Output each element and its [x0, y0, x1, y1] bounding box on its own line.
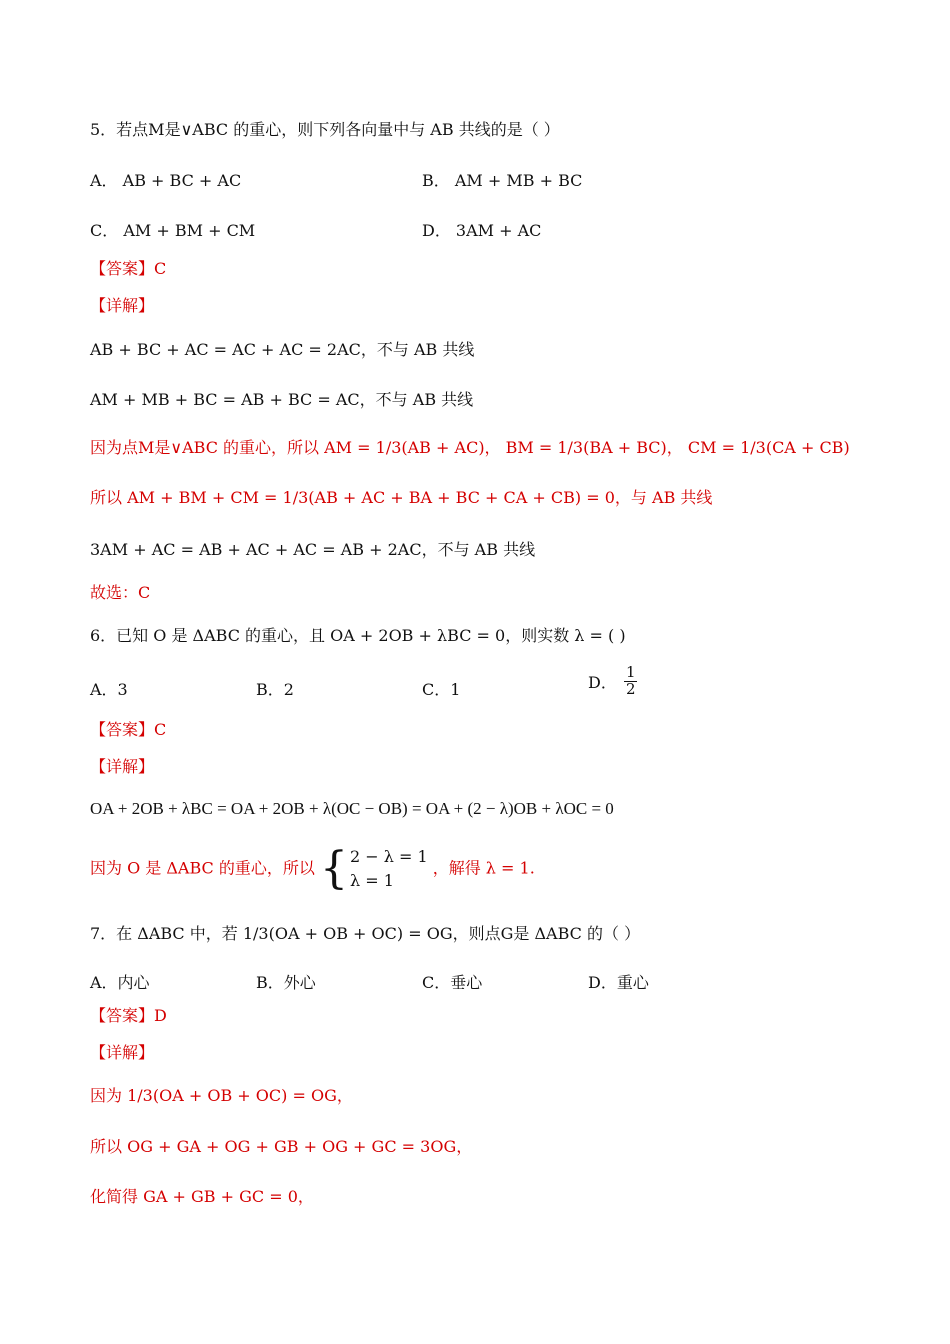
q6-option-b: B．2 — [256, 680, 294, 699]
q6-option-d-label: D． — [588, 672, 617, 692]
left-brace-icon: { — [319, 843, 348, 894]
q5-step-1: AB + BC + AC = AC + AC = 2AC，不与 AB 共线 — [90, 340, 475, 359]
q7-option-c: C．垂心 — [422, 973, 483, 992]
q5-step-2: AM + MB + BC = AB + BC = AC，不与 AB 共线 — [90, 390, 474, 409]
q5-step-3: 因为点M是∨ABC 的重心，所以 AM = 1/3(AB + AC)， BM = 1/3(BA + BC)， CM = 1/3(CA + CB) — [90, 438, 850, 457]
q5-option-b: B． AM + MB + BC — [422, 171, 583, 190]
q7-stem: 7．在 ΔABC 中，若 1/3(OA + OB + OC) = OG，则点G是 ΔABC 的（ ） — [90, 924, 641, 943]
q6-answer: 【答案】C — [90, 720, 167, 739]
q5-detail-label: 【详解】 — [90, 296, 155, 315]
q6-step-2 — [90, 845, 910, 893]
fraction-denominator: 2 — [625, 679, 636, 698]
q6-option-a: A．3 — [90, 680, 128, 699]
q7-answer: 【答案】D — [90, 1006, 167, 1025]
fraction-numerator: 1 — [625, 663, 636, 681]
system-line-1: 2 − λ = 1 — [349, 847, 428, 866]
q6-option-c: C．1 — [422, 680, 461, 699]
q7-step-3: 化简得 GA + GB + GC = 0， — [90, 1187, 314, 1206]
q5-step-5: 3AM + AC = AB + AC + AC = AB + 2AC，不与 AB 共线 — [90, 540, 536, 559]
system-line-2: λ = 1 — [349, 871, 394, 890]
q5-stem: 5．若点M是∨ABC 的重心，则下列各向量中与 AB 共线的是（ ） — [90, 120, 560, 139]
equation-system — [320, 845, 428, 893]
q7-option-b: B．外心 — [256, 973, 316, 992]
q7-option-d: D．重心 — [588, 973, 649, 992]
q7-step-1: 因为 1/3(OA + OB + OC) = OG， — [90, 1086, 353, 1105]
q5-option-c: C． AM + BM + CM — [90, 221, 256, 240]
q7-detail-label: 【详解】 — [90, 1043, 155, 1062]
q6-detail-label: 【详解】 — [90, 757, 155, 776]
q5-conclusion: 故选：C — [90, 583, 151, 602]
q6-option-d — [588, 665, 639, 698]
q6-step-1: OA + 2OB + λBC = OA + 2OB + λ(OC − OB) = OA + (2 − λ)OB + λOC = 0 — [90, 799, 614, 818]
q6-option-d-fraction — [624, 665, 638, 698]
q5-answer: 【答案】C — [90, 259, 167, 278]
q7-option-a: A．内心 — [90, 973, 150, 992]
q6-stem: 6．已知 O 是 ΔABC 的重心，且 OA + 2OB + λBC = 0，则实数 λ = ( ) — [90, 626, 626, 645]
q7-step-2: 所以 OG + GA + OG + GB + OG + GC = 3OG， — [90, 1137, 473, 1156]
q6-step-2-prefix: 因为 O 是 ΔABC 的重心，所以 — [90, 858, 315, 878]
q5-option-d: D． 3AM + AC — [422, 221, 542, 240]
q5-step-4: 所以 AM + BM + CM = 1/3(AB + AC + BA + BC + CA + CB) = 0，与 AB 共线 — [90, 488, 713, 507]
q6-step-2-suffix: ，解得 λ = 1. — [432, 858, 535, 878]
q5-option-a: A． AB + BC + AC — [90, 171, 242, 190]
